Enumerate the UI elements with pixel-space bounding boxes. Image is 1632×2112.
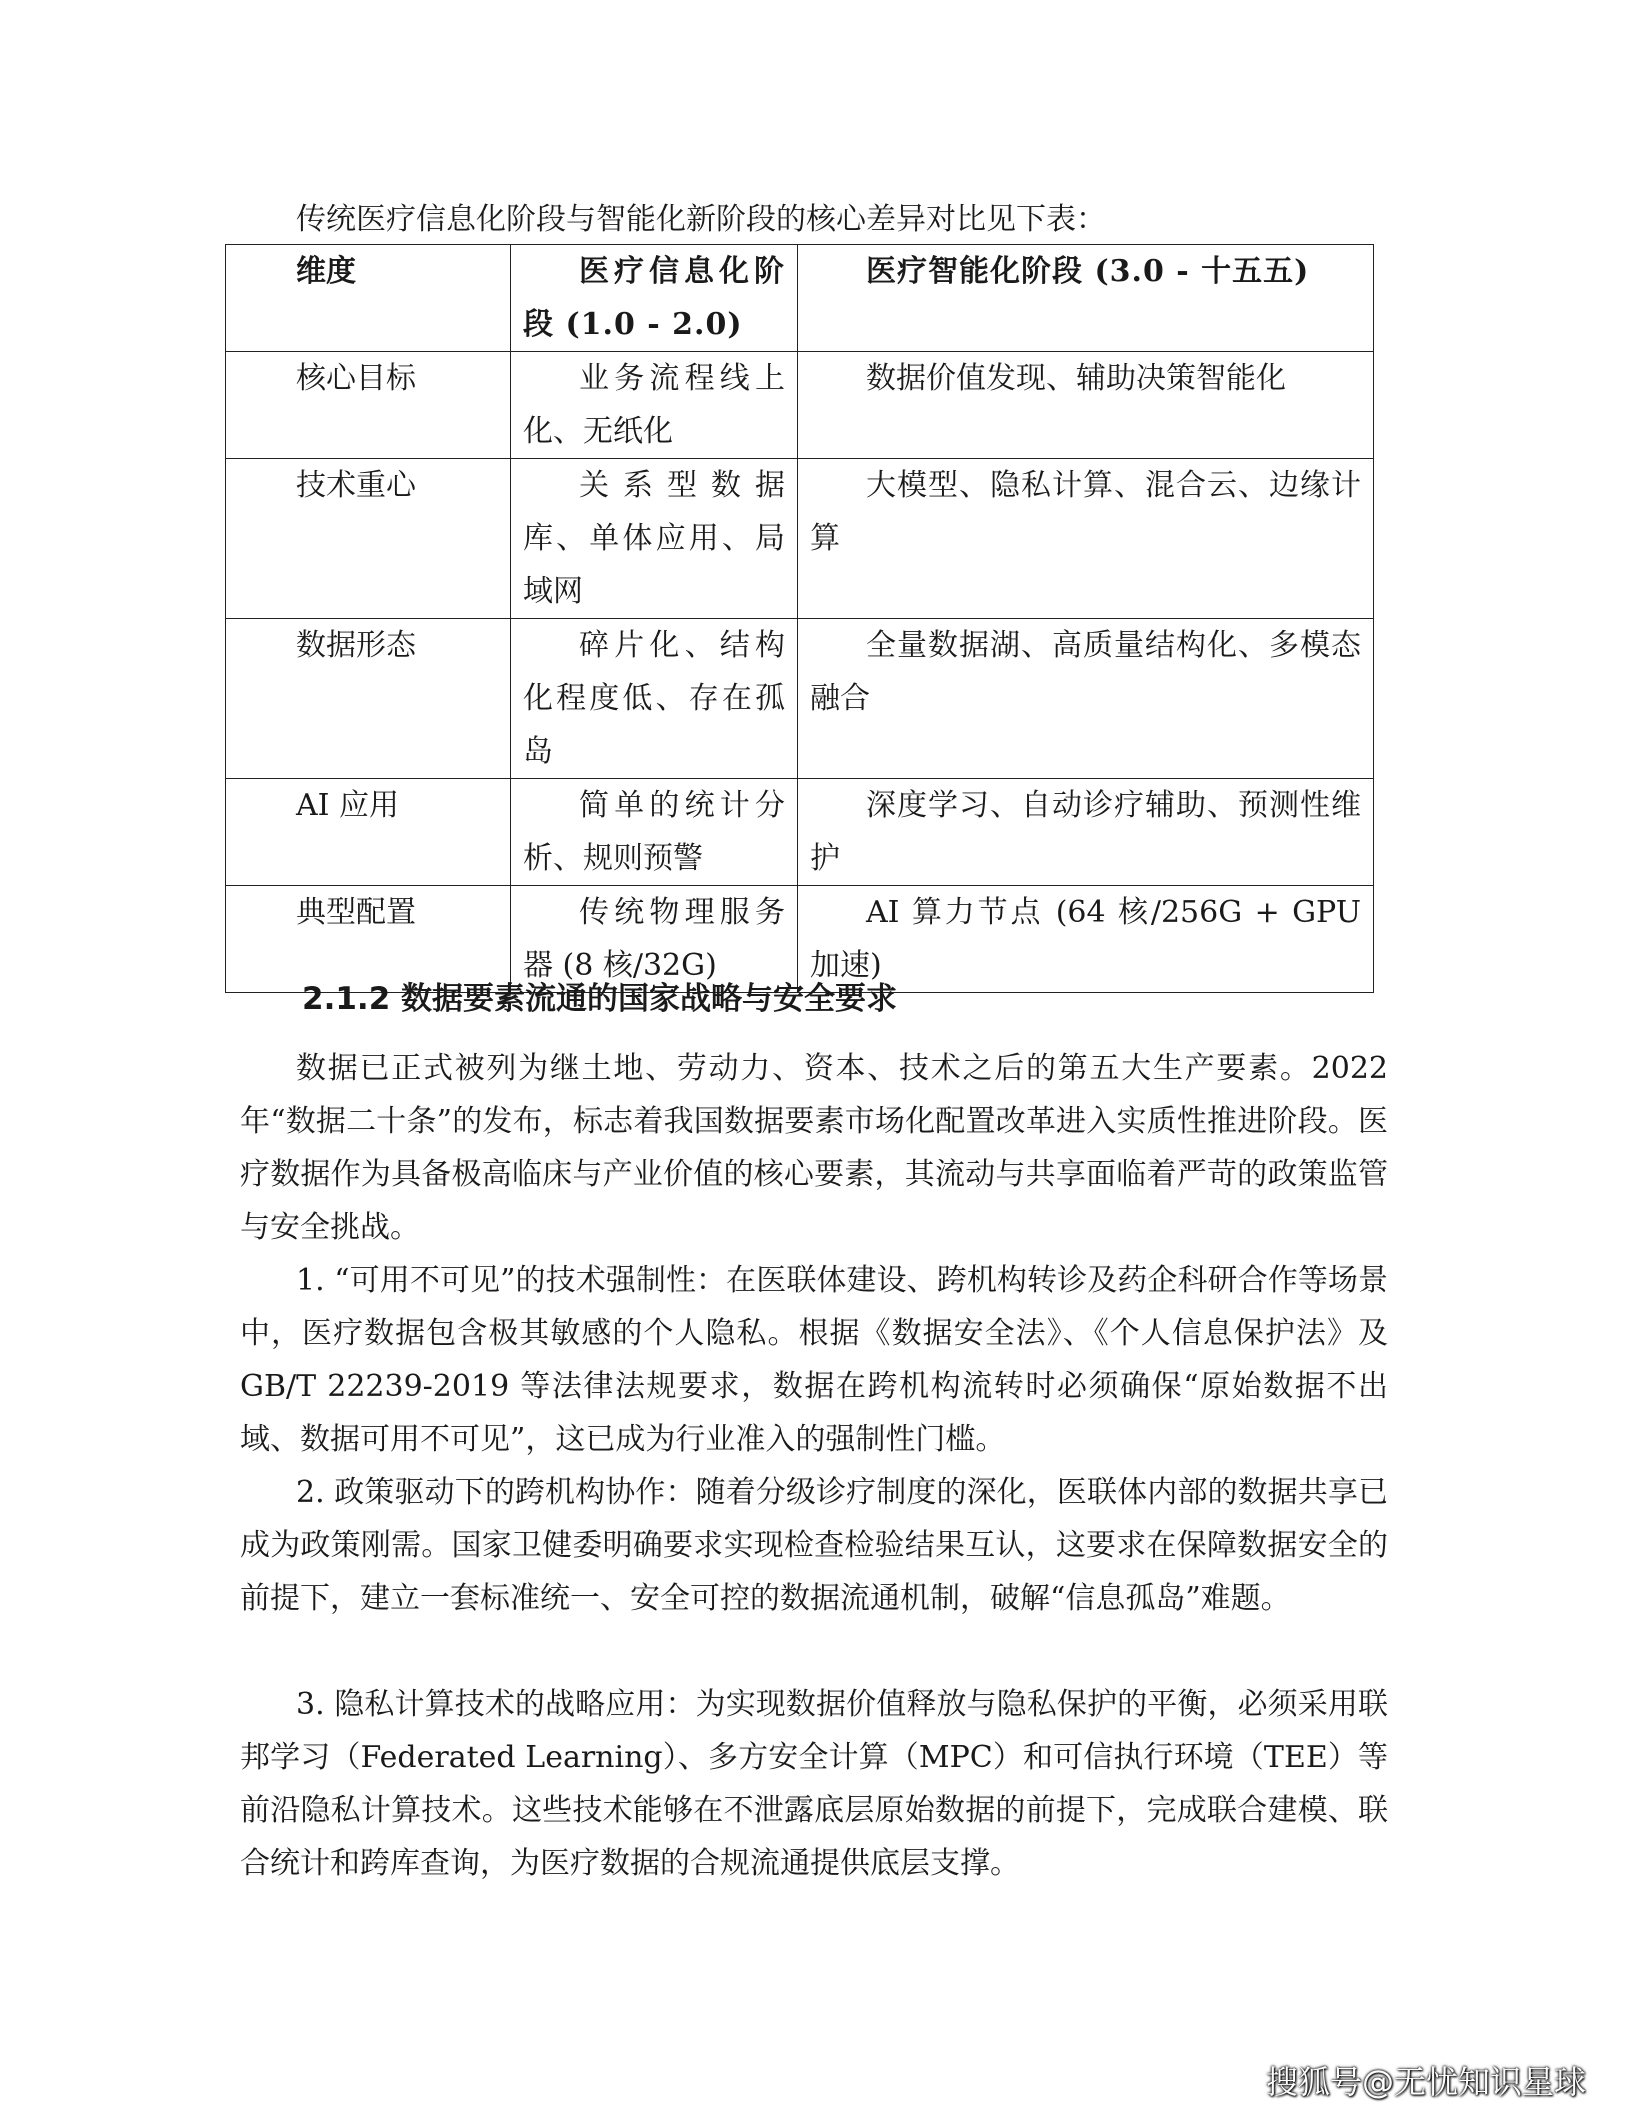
row-dimension: 技术重心 [226, 459, 511, 619]
table-intro-text: 传统医疗信息化阶段与智能化新阶段的核心差异对比见下表： [296, 202, 1106, 237]
row-dimension: 典型配置 [226, 886, 511, 993]
body-paragraph: 3. 隐私计算技术的战略应用：为实现数据价值释放与隐私保护的平衡，必须采用联邦学习（Federated Learning）、多方安全计算（MPC）和可信执行环境（TEE）等前沿隐私计算技术。这些技术能够在不泄露底层原始数据的前提下，完成联合建模、联合统计和跨库查询，为医疗数据的合规流通提供底层支撑。 [240, 1687, 1388, 1881]
header-informatization: 医疗信息化阶段 (1.0 - 2.0) [511, 245, 798, 352]
table-header-row [226, 245, 1374, 352]
body-paragraph: 数据已正式被列为继土地、劳动力、资本、技术之后的第五大生产要素。2022年“数据二十条”的发布，标志着我国数据要素市场化配置改革进入实质性推进阶段。医疗数据作为具备极高临床与产业价值的核心要素，其流动与共享面临着严苛的政策监管与安全挑战。 [240, 1051, 1388, 1245]
header-intelligent: 医疗智能化阶段 (3.0 - 十五五) [798, 245, 1374, 352]
row-dimension: AI 应用 [226, 779, 511, 886]
row-informatization: 简单的统计分析、规则预警 [511, 779, 798, 886]
row-informatization: 碎片化、结构化程度低、存在孤岛 [511, 619, 798, 779]
body-paragraph: 1. “可用不可见”的技术强制性：在医联体建设、跨机构转诊及药企科研合作等场景中，医疗数据包含极其敏感的个人隐私。根据《数据安全法》、《个人信息保护法》及 GB/T 22239-2019 等法律法规要求，数据在跨机构流转时必须确保“原始数据不出域、数据可用不可见”，这已成为行业准入的强制性门槛。 [240, 1263, 1388, 1457]
row-intelligent: 大模型、隐私计算、混合云、边缘计算 [798, 459, 1374, 619]
row-intelligent: AI 算力节点 (64 核/256G + GPU 加速) [798, 886, 1374, 993]
row-informatization: 业务流程线上化、无纸化 [511, 352, 798, 459]
row-intelligent: 全量数据湖、高质量结构化、多模态融合 [798, 619, 1374, 779]
table-row [226, 779, 1374, 886]
section-heading: 2.1.2 数据要素流通的国家战略与安全要求 [302, 981, 898, 1017]
header-dimension: 维度 [226, 245, 511, 352]
row-informatization: 关系型数据库、单体应用、局域网 [511, 459, 798, 619]
comparison-table [225, 244, 1374, 993]
body-paragraph: 2. 政策驱动下的跨机构协作：随着分级诊疗制度的深化，医联体内部的数据共享已成为政策刚需。国家卫健委明确要求实现检查检验结果互认，这要求在保障数据安全的前提下，建立一套标准统一、安全可控的数据流通机制，破解“信息孤岛”难题。 [240, 1475, 1388, 1616]
watermark: 搜狐号@无忧知识星球 [1265, 2063, 1586, 2101]
row-dimension: 数据形态 [226, 619, 511, 779]
table-row [226, 352, 1374, 459]
row-informatization: 传统物理服务器 (8 核/32G) [511, 886, 798, 993]
row-intelligent: 深度学习、自动诊疗辅助、预测性维护 [798, 779, 1374, 886]
row-intelligent: 数据价值发现、辅助决策智能化 [798, 352, 1374, 459]
table-row [226, 459, 1374, 619]
table-row [226, 619, 1374, 779]
row-dimension: 核心目标 [226, 352, 511, 459]
table-row [226, 886, 1374, 993]
